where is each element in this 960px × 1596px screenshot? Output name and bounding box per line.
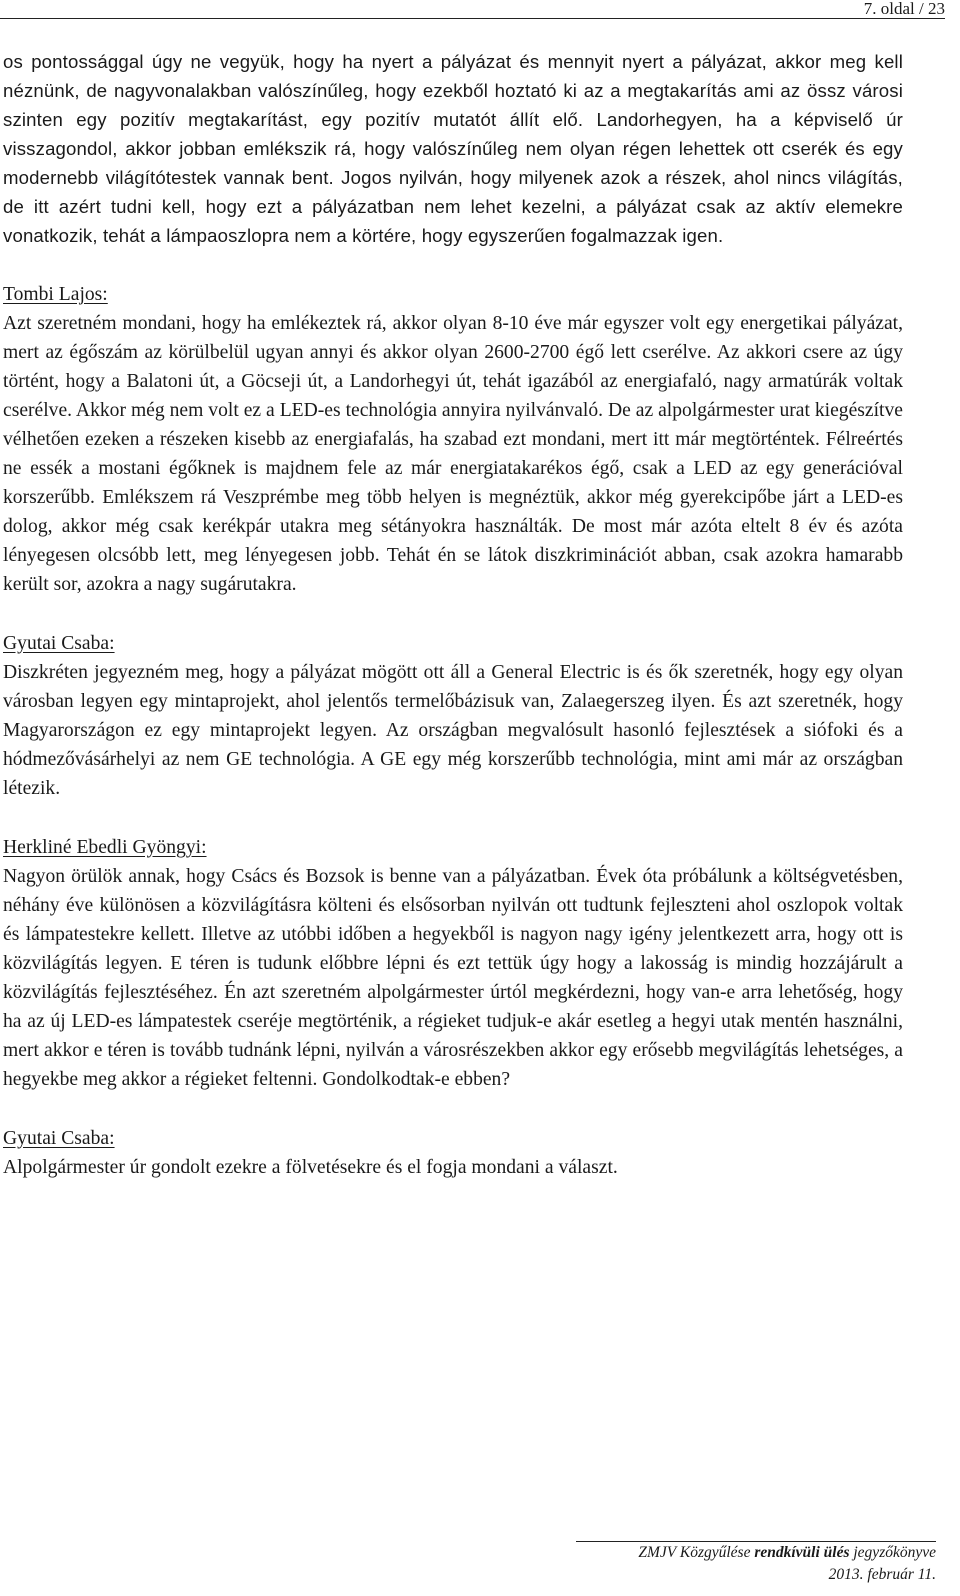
section-herkline-ebedli-gyongyi bbox=[3, 833, 903, 1094]
footer-title bbox=[576, 1542, 936, 1564]
speaker-name: Tombi Lajos: bbox=[3, 284, 108, 305]
speaker-name: Gyutai Csaba: bbox=[3, 1128, 115, 1149]
speaker-name: Herkliné Ebedli Gyöngyi: bbox=[3, 837, 207, 858]
intro-paragraph: os pontossággal úgy ne vegyük, hogy ha nyert a pályázat és mennyit nyert a pályázat, akkor meg kell néznünk, de nagyvonalakban valószínűleg, hogy ezekből hoztató ki az a megtakarítás ami az össz városi szinten egy pozitív megtakarítást, egy pozitív mutatót állít elő. Landorhegyen, ha a képviselő úr visszagondol, akkor jobban emlékszik rá, hogy valószínűleg nem olyan régen lehettek ott cserék és egy modernebb világítótestek vannak bent. Jogos nyilván, hogy milyenek azok a részek, ahol nincs világítás, de itt azért tudni kell, hogy ezt a pályázatban nem lehet kezelni, a pályázat csak az aktív elemekre vonatkozik, tehát a lámpaoszlopra nem a körtére, hogy egyszerűen fogalmazzak igen. bbox=[3, 51, 903, 246]
speech-paragraph: Diszkréten jegyezném meg, hogy a pályázat mögött ott áll a General Electric is és ők szeretnék, hogy egy olyan városban legyen egy mintaprojekt, ahol jelentős termelőbázisuk van, Zalaegerszeg ilyen. És azt szeretnék, hogy Magyarországon ez egy mintaprojekt legyen. Az országban megvalósult hasonló fejlesztések a siófoki és a hódmezővásárhelyi az nem GE technológia. A GE egy még korszerűbb technológia, mint ami már az országban létezik. bbox=[3, 662, 903, 799]
footer-title-part2: jegyzőkönyve bbox=[849, 1544, 936, 1561]
page-number: 7. oldal / 23 bbox=[863, 0, 945, 18]
footer-date: 2013. február 11. bbox=[828, 1566, 936, 1583]
footer-title-bold: rendkívüli ülés bbox=[754, 1544, 850, 1561]
document-body bbox=[3, 47, 903, 1182]
speech-paragraph: Alpolgármester úr gondolt ezekre a fölvetésekre és el fogja mondani a választ. bbox=[3, 1157, 618, 1178]
speech-paragraph: Azt szeretném mondani, hogy ha emlékeztek rá, akkor olyan 8-10 éve már egyszer volt egy energetikai pályázat, mert az égőszám az körülbelül ugyan annyi és akkor olyan 2600-2700 égő lett cserélve. Az akkori csere az úgy történt, hogy a Balatoni út, a Göcseji út, a Landorhegyi út, tehát igazából az energiafaló, nagy armatúrák voltak cserélve. Akkor még nem volt ez a LED-es technológia annyira nyilvánvaló. De az alpolgármester urat kiegészítve vélhetően ezeken a részeken kisebb az energiafalás, ha szabad ezt mondani, mert itt már megtörténtek. Félreértés ne essék a mostani égőknek is majdnem fele az már energiatakarékos égő, csak a LED az egy generációval korszerűbb. Emlékszem rá Veszprémbe meg több helyen is megnéztük, akkor még gyerekcipőbe járt a LED-es dolog, akkor még csak kerékpár utakra meg sétányokra használták. De most már azóta eltelt 8 év és azóta lényegesen olcsóbb lett, meg lényegesen jobb. Tehát én se látok diszkriminációt abban, csak azokra hamarabb került sor, azokra a nagy sugárutakra. bbox=[3, 313, 903, 595]
speaker-name: Gyutai Csaba: bbox=[3, 633, 115, 654]
page-footer bbox=[576, 1541, 936, 1586]
speech-paragraph: Nagyon örülök annak, hogy Csács és Bozsok is benne van a pályázatban. Évek óta próbálunk a költségvetésben, néhány éve különösen a közvilágításra költeni és elsősorban nyilván ott tudtunk fejleszteni ahol oszlopok voltak és lámpatestekre kellett. Illetve az utóbbi időben a hegyekből is nagyon nagy igény jelentkezett arra, hogy ott is közvilágítás legyen. E téren is tudunk előbbre lépni és ezt tettük úgy hogy a lakosság is mindig hozzájárult a közvilágítás fejlesztéséhez. Én azt szeretném alpolgármester úrtól megkérdezni, hogy van-e arra lehetőség, hogy ha az új LED-es lámpatestek cseréje megtörténik, a régieket tudjuk-e akár esetleg a hegyi utak mentén használni, mert akkor e téren is tovább tudnánk lépni, nyilván a városrészekben akkor egy erősebb megvilágítás lehetséges, a hegyekbe meg akkor a régieket feltenni. Gondolkodtak-e ebben? bbox=[3, 866, 903, 1090]
section-gyutai-csaba-1 bbox=[3, 629, 903, 803]
section-tombi-lajos bbox=[3, 280, 903, 599]
section-gyutai-csaba-2 bbox=[3, 1124, 903, 1182]
footer-title-part1: ZMJV Közgyűlése bbox=[638, 1544, 755, 1561]
page-header bbox=[0, 0, 945, 19]
